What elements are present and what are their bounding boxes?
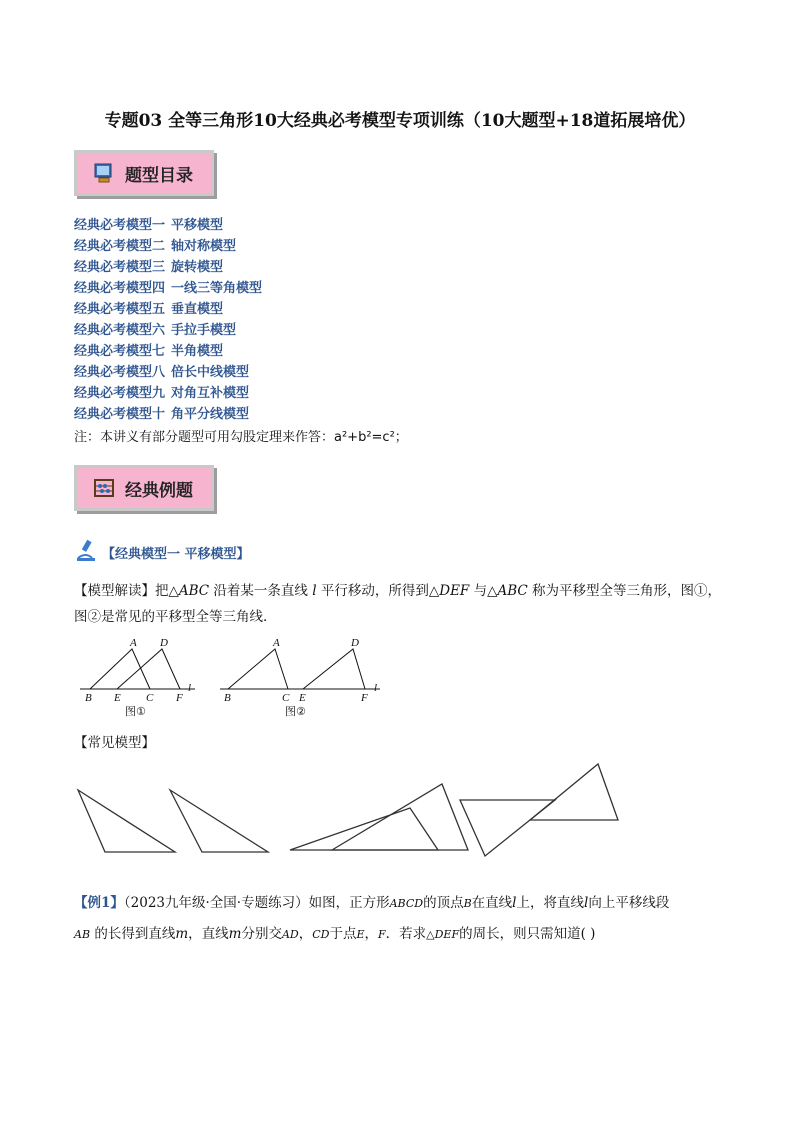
toc-item[interactable]: 经典必考模型三 旋转模型 bbox=[74, 260, 224, 275]
svg-text:E: E bbox=[114, 692, 121, 704]
common-models-figures bbox=[70, 760, 630, 860]
svg-text:l: l bbox=[374, 682, 378, 694]
svg-text:D: D bbox=[351, 637, 359, 649]
svg-text:A: A bbox=[273, 637, 280, 649]
toc-banner-label: 题型目录 bbox=[125, 165, 193, 186]
examples-banner-label: 经典例题 bbox=[125, 480, 193, 501]
example-1: 【例1】（2023九年级·全国·专题练习）如图，正方形ABCD的顶点B在直线l上，将直线l向上平移线段 AB 的长得到直线m，直线m分别交AD，CD于点E，F．若求△DEF的周长，则只需知道( ) bbox=[74, 895, 670, 942]
toc-banner bbox=[74, 150, 214, 196]
toc-item[interactable]: 经典必考模型五 垂直模型 bbox=[74, 302, 224, 317]
common-models-label: 【常见模型】 bbox=[74, 735, 155, 751]
section-heading-label: 【经典模型一 平移模型】 bbox=[102, 546, 250, 562]
svg-text:E: E bbox=[299, 692, 306, 704]
figure-2 bbox=[220, 637, 380, 718]
svg-text:A: A bbox=[130, 637, 137, 649]
svg-text:C: C bbox=[146, 692, 154, 704]
figure-1 bbox=[80, 637, 195, 718]
svg-text:D: D bbox=[160, 637, 168, 649]
microscope-icon bbox=[74, 538, 98, 566]
toc-item[interactable]: 经典必考模型四 一线三等角模型 bbox=[74, 281, 263, 296]
toc-item[interactable]: 经典必考模型十 角平分线模型 bbox=[74, 407, 250, 422]
toc-item[interactable]: 经典必考模型一 平移模型 bbox=[74, 218, 224, 233]
toc-item[interactable]: 经典必考模型九 对角互补模型 bbox=[74, 386, 250, 401]
note-text: 注：本讲义有部分题型可用勾股定理来作答：a²+b²=c²； bbox=[74, 430, 408, 445]
svg-text:l: l bbox=[188, 682, 192, 694]
example-1-label: 【例1】 bbox=[74, 895, 124, 911]
toc-list bbox=[74, 214, 262, 424]
examples-banner bbox=[74, 465, 214, 511]
translation-figures bbox=[70, 634, 400, 724]
svg-text:图①: 图① bbox=[125, 705, 146, 718]
section-heading bbox=[74, 538, 250, 566]
toc-item[interactable]: 经典必考模型八 倍长中线模型 bbox=[74, 365, 250, 380]
svg-text:C: C bbox=[282, 692, 290, 704]
toc-item[interactable]: 经典必考模型六 手拉手模型 bbox=[74, 323, 237, 338]
svg-text:B: B bbox=[85, 692, 92, 704]
toc-item[interactable]: 经典必考模型七 半角模型 bbox=[74, 344, 224, 359]
page-title: 专题03 全等三角形10大经典必考模型专项训练（10大题型+18道拓展培优） bbox=[104, 111, 696, 131]
model-explanation: 【模型解读】把△ABC 沿着某一条直线 l 平行移动，所得到△DEF 与△ABC 称为平移型全等三角形，图①， 图②是常见的平移型全等三角线． bbox=[74, 583, 722, 625]
svg-text:B: B bbox=[224, 692, 231, 704]
svg-text:F: F bbox=[361, 692, 368, 704]
svg-text:图②: 图② bbox=[285, 705, 306, 718]
svg-text:F: F bbox=[176, 692, 183, 704]
monitor-book-icon bbox=[93, 162, 115, 184]
toc-item[interactable]: 经典必考模型二 轴对称模型 bbox=[74, 239, 237, 254]
abacus-icon bbox=[93, 477, 115, 499]
